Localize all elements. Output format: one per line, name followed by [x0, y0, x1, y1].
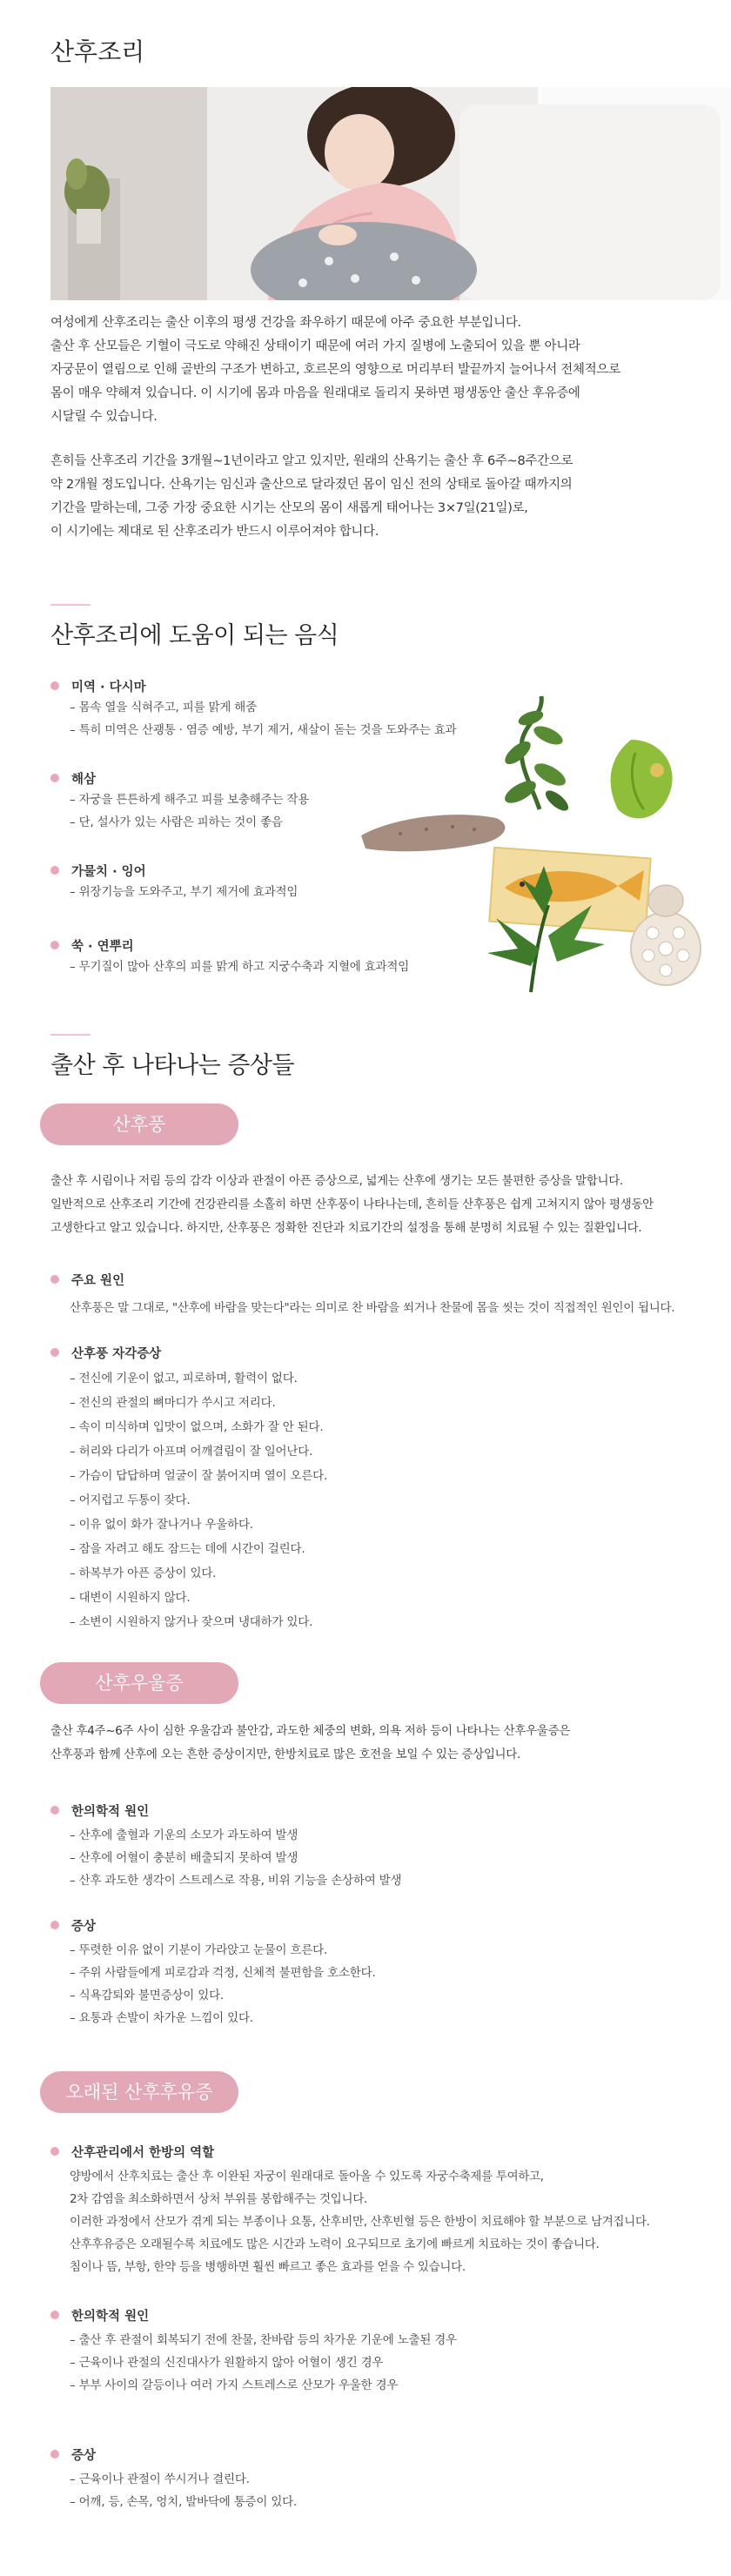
depression-description — [50, 1720, 712, 1767]
food-name-seaweed: 미역 · 다시마 — [50, 677, 146, 695]
symptom-item: – 주위 사람들에게 피로감과 걱정, 신체적 불편함을 호소한다. — [70, 1966, 376, 1980]
symptom-item: – 하복부가 아픈 증상이 있다. — [70, 1566, 217, 1580]
mother-with-baby-illustration — [50, 87, 731, 300]
role-line: 양방에서 산후치료는 출산 후 이완된 자궁이 원래대로 돌아올 수 있도록 자궁수축제를 투여하고, — [70, 2170, 544, 2184]
cause-item: – 산후 과도한 생각이 스트레스로 작용, 비위 기능을 손상하여 발생 — [70, 1874, 402, 1888]
desc-line: 고생한다고 알고 있습니다. 하지만, 산후풍은 정확한 진단과 치료기간의 설정을 통해 분명히 치료될 수 있는 질환입니다. — [50, 1221, 642, 1235]
food-name-fish: 가물치 · 잉어 — [50, 862, 146, 880]
role-line: 이러한 과정에서 산모가 겪게 되는 부종이나 요통, 산후비만, 산후빈혈 등은 한방이 치료해야 할 부분으로 남겨집니다. — [70, 2215, 650, 2229]
symptom-item: – 전신에 기운이 없고, 피로하며, 활력이 없다. — [70, 1372, 298, 1385]
desc-line: 출산 후4주~6주 사이 심한 우울감과 불안감, 과도한 체중의 변화, 의욕 저하 등이 나타나는 산후우울증은 — [50, 1724, 571, 1738]
section-divider — [50, 604, 91, 606]
food-point: – 자궁을 튼튼하게 해주고 피를 보충해주는 작용 — [70, 793, 310, 807]
role-line: 침이나 뜸, 부항, 한약 등을 병행하면 훨씬 빠르고 좋은 효과를 얻을 수 있습니다. — [70, 2260, 466, 2274]
intro-line: 자궁문이 열림으로 인해 골반의 구조가 변하고, 호르몬의 영향으로 머리부터 발끝까지 늘어나서 전체적으로 — [50, 363, 620, 377]
intro-line: 기간을 말하는데, 그중 가장 중요한 시기는 산모의 몸이 새롭게 태어나는 3×7일(21일)로, — [50, 501, 528, 515]
seaweed-icon — [501, 696, 572, 815]
symptom-item: – 어지럽고 두통이 잦다. — [70, 1493, 191, 1507]
desc-line: 출산 후 시림이나 저림 등의 감각 이상과 관절이 아픈 증상으로, 넓게는 산후에 생기는 모든 불편한 증상을 말합니다. — [50, 1174, 623, 1188]
aftereffects-cause-list — [70, 2329, 457, 2397]
sanhupung-symptoms-list — [70, 1366, 327, 1634]
symptom-item: – 이유 없이 화가 잘나거나 우울하다. — [70, 1518, 253, 1532]
sanhupung-cause-text: 산후풍은 말 그대로, "산후에 바람을 맞는다"라는 의미로 찬 바람을 쐬거나 찬물에 몸을 씻는 것이 직접적인 원인이 됩니다. — [70, 1301, 675, 1315]
intro-line: 흔히들 산후조리 기간을 3개월~1년이라고 알고 있지만, 원래의 산욕기는 출산 후 6주~8주간으로 — [50, 454, 573, 468]
sanhupung-cause-title: 주요 원인 — [50, 1271, 124, 1289]
symptom-item: – 허리와 다리가 아프며 어깨결림이 잘 일어난다. — [70, 1445, 313, 1459]
intro-line: 약 2개월 정도입니다. 산욕기는 임신과 출산으로 달라졌던 몸이 임신 전의 상태로 돌아갈 때까지의 — [50, 478, 573, 492]
food-name-mugwort: 쑥 · 연뿌리 — [50, 936, 134, 955]
food-point: – 위장기능을 도와주고, 부기 제거에 효과적임 — [70, 885, 298, 899]
symptom-item: – 어깨, 등, 손목, 엉치, 발바닥에 통증이 있다. — [70, 2495, 298, 2509]
depression-symptoms-list — [70, 1939, 376, 2029]
intro-line: 여성에게 산후조리는 출산 이후의 평생 건강을 좌우하기 때문에 아주 중요한 부분입니다. — [50, 316, 521, 330]
role-title: 산후관리에서 한방의 역할 — [50, 2143, 214, 2161]
food-point: – 특히 미역은 산괭통 · 염증 예방, 부기 제거, 새살이 돋는 것을 도와주는 효과 — [70, 723, 457, 737]
intro-text — [50, 312, 694, 565]
symptom-item: – 근육이나 관절이 쑤시거나 결린다. — [70, 2472, 250, 2486]
sanhupung-symptoms-title: 산후풍 자각증상 — [50, 1344, 161, 1362]
cause-item: – 근육이나 관절의 신진대사가 원활하지 않아 어혈이 생긴 경우 — [70, 2356, 384, 2370]
cause-item: – 출산 후 관절이 회복되기 전에 찬물, 찬바람 등의 차가운 기운에 노출된 경우 — [70, 2333, 457, 2347]
aftereffects-symptoms-title: 증상 — [50, 2445, 96, 2464]
food-points-sea-cucumber — [70, 788, 309, 834]
food-point: – 무기질이 많아 산후의 피를 맑게 하고 지궁수축과 지혈에 효과적임 — [70, 960, 410, 974]
symptom-item: – 잠을 자려고 해도 잠드는 데에 시간이 걸린다. — [70, 1542, 305, 1556]
section-divider — [50, 1034, 91, 1036]
intro-paragraph-2 — [50, 450, 694, 544]
sanhupung-label: 산후풍 — [40, 1104, 238, 1145]
hero-photo — [50, 87, 731, 300]
symptom-item: – 식욕감퇴와 불면증상이 있다. — [70, 1989, 225, 2002]
food-point: – 몸속 열을 식혀주고, 피를 맑게 해줌 — [70, 701, 257, 714]
symptom-item: – 가슴이 답답하며 얼굴이 잘 붉어지며 열이 오른다. — [70, 1469, 328, 1483]
intro-line: 출산 후 산모들은 기혈이 극도로 약해진 상태이기 때문에 여러 가지 질병에 노출되어 있을 뿐 아니라 — [50, 339, 580, 353]
role-line: 산후후유증은 오래될수록 치료에도 많은 시간과 노력이 요구되므로 초기에 빠르게 치료하는 것이 좋습니다. — [70, 2237, 600, 2251]
depression-symptoms-title: 증상 — [50, 1916, 96, 1935]
depression-cause-list — [70, 1824, 401, 1892]
intro-line: 시달릴 수 있습니다. — [50, 410, 158, 424]
symptom-item: – 뚜렷한 이유 없이 기분이 가라앉고 눈물이 흐른다. — [70, 1943, 328, 1957]
desc-line: 산후풍과 함께 산후에 오는 흔한 증상이지만, 한방치료로 많은 호전을 보일 수 있는 증상입니다. — [50, 1748, 521, 1761]
desc-line: 일반적으로 산후조리 기간에 건강관리를 소홀히 하면 산후풍이 나타나는데, 흔히들 산후풍은 쉽게 고쳐지지 않아 평생동안 — [50, 1197, 654, 1211]
aftereffects-cause-title: 한의학적 원인 — [50, 2306, 149, 2324]
aftereffects-symptoms-list — [70, 2468, 297, 2513]
sanhupung-description — [50, 1170, 712, 1240]
cause-item: – 부부 사이의 갈등이나 여러 가지 스트레스로 산모가 우울한 경우 — [70, 2378, 399, 2392]
aftereffects-label: 오래된 산후후유증 — [40, 2071, 238, 2113]
page-title: 산후조리 — [50, 37, 145, 66]
cause-item: – 산후에 어혈이 충분히 배출되지 못하여 발생 — [70, 1851, 298, 1865]
food-points-fish — [70, 881, 298, 903]
intro-line: 이 시기에는 제대로 된 산후조리가 반드시 이루어져야 합니다. — [50, 525, 379, 539]
food-point: – 단, 설사가 있는 사람은 피하는 것이 좋음 — [70, 815, 283, 829]
symptom-item: – 대변이 시원하지 않다. — [70, 1591, 191, 1605]
depression-cause-title: 한의학적 원인 — [50, 1801, 149, 1820]
kelp-icon — [611, 740, 673, 818]
intro-paragraph-1 — [50, 312, 694, 429]
postpartum-depression-label: 산후우울증 — [40, 1662, 238, 1704]
symptom-item: – 요통과 손발이 차가운 느낌이 있다. — [70, 2011, 253, 2025]
food-name-sea-cucumber: 해삼 — [50, 769, 96, 788]
symptom-item: – 전신의 관절의 뼈마디가 쑤시고 저리다. — [70, 1396, 276, 1410]
role-text — [70, 2165, 714, 2278]
symptom-item: – 소변이 시원하지 않거나 잦으며 냉대하가 있다. — [70, 1615, 313, 1629]
symptom-item: – 속이 미식하며 입맛이 없으며, 소화가 잘 안 된다. — [70, 1420, 324, 1434]
food-illustrations — [357, 688, 722, 1001]
cause-item: – 산후에 출혈과 기운의 소모가 과도하여 발생 — [70, 1828, 298, 1842]
symptoms-section-title: 출산 후 나타나는 증상들 — [50, 1052, 295, 1079]
foods-section-title: 산후조리에 도움이 되는 음식 — [50, 622, 339, 649]
intro-line: 몸이 매우 약해져 있습니다. 이 시기에 몸과 마음을 원래대로 돌리지 못하면 평생동안 출산 후유증에 — [50, 386, 580, 400]
role-line: 2차 감염을 최소화하면서 상처 부위를 봉합해주는 것입니다. — [70, 2192, 368, 2206]
fish-icon — [489, 848, 650, 932]
sea-cucumber-icon — [361, 815, 505, 851]
